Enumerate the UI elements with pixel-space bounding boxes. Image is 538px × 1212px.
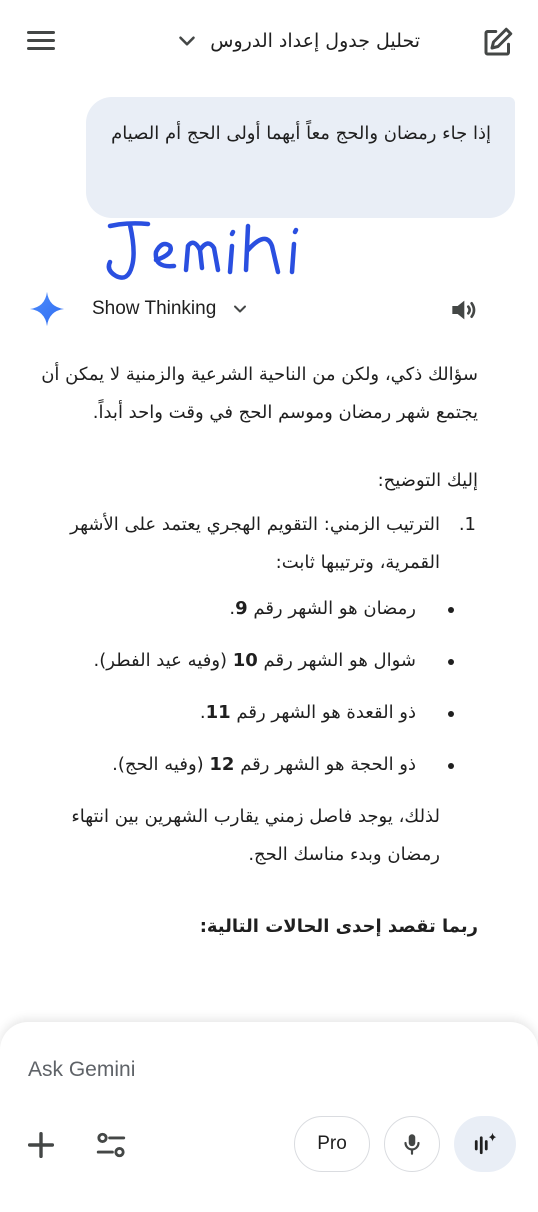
plus-icon[interactable] <box>24 1128 58 1162</box>
show-thinking-button[interactable] <box>92 294 250 324</box>
handwritten-gemini-logo <box>102 216 332 292</box>
edit-icon[interactable] <box>480 24 516 60</box>
conversation-title-dropdown[interactable] <box>120 24 420 58</box>
ask-gemini-input[interactable] <box>22 1050 514 1090</box>
speaker-icon[interactable] <box>446 294 480 326</box>
list-item-text: الترتيب الزمني: التقويم الهجري يعتمد على الأشهر القمرية، وترتيبها ثابت: <box>70 514 440 573</box>
input-panel <box>0 1022 538 1212</box>
pro-label: Pro <box>317 1133 347 1154</box>
gemini-response-header <box>0 282 538 338</box>
conversation-title: تحليل جدول إعداد الدروس <box>210 30 420 52</box>
gemini-response-body <box>40 356 478 946</box>
microphone-icon <box>399 1131 425 1157</box>
list-item: رمضان هو الشهر رقم 9. <box>40 590 478 628</box>
list-item: شوال هو الشهر رقم 10 (وفيه عيد الفطر). <box>40 642 478 680</box>
hamburger-menu-icon[interactable] <box>24 26 58 56</box>
list-number: 1. <box>458 514 476 535</box>
response-conclusion: لذلك، يوجد فاصل زمني يقارب الشهرين بين انتهاء رمضان وبدء مناسك الحج. <box>71 806 440 865</box>
response-subheading: ربما تقصد إحدى الحالات التالية: <box>199 916 478 937</box>
list-item: ذو الحجة هو الشهر رقم 12 (وفيه الحج). <box>40 746 478 784</box>
top-bar <box>0 0 538 84</box>
chevron-down-icon <box>230 299 250 319</box>
chevron-down-icon <box>174 28 200 54</box>
months-list <box>40 590 478 784</box>
live-waveform-icon <box>470 1129 500 1159</box>
pro-model-button[interactable] <box>294 1116 370 1172</box>
list-item: ذو القعدة هو الشهر رقم 11. <box>40 694 478 732</box>
show-thinking-label: Show Thinking <box>92 298 217 319</box>
user-message-bubble <box>86 97 515 218</box>
gemini-live-button[interactable] <box>454 1116 516 1172</box>
response-lead: إليك التوضيح: <box>377 470 478 491</box>
response-intro: سؤالك ذكي، ولكن من الناحية الشرعية والزمنية لا يمكن أن يجتمع شهر رمضان وموسم الحج في وقت واحد أبداً. <box>41 364 478 423</box>
microphone-button[interactable] <box>384 1116 440 1172</box>
user-message-text: إذا جاء رمضان والحج معاً أيهما أولى الحج أم الصيام <box>111 123 491 144</box>
tools-icon[interactable] <box>94 1128 128 1162</box>
ordered-list-item <box>40 506 478 582</box>
gemini-sparkle-icon <box>28 290 66 328</box>
